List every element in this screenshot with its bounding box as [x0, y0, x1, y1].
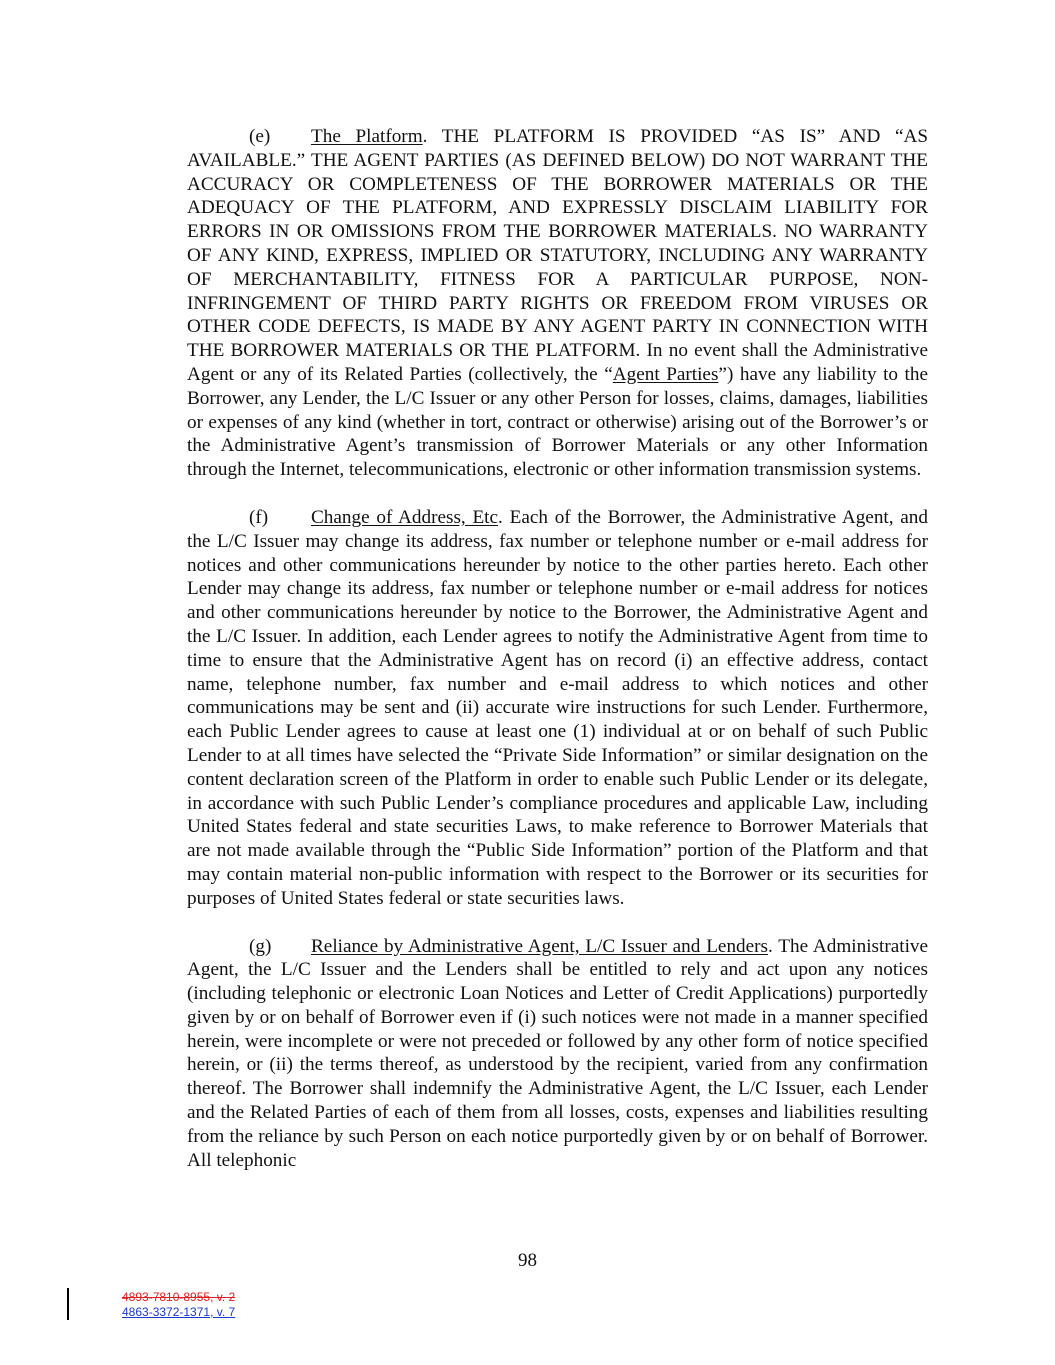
section-g-marker: (g) [249, 935, 272, 957]
section-e-paragraph [187, 125, 928, 482]
section-g-heading: Reliance by Administrative Agent, L/C Issuer and Lenders [311, 935, 769, 957]
section-g-paragraph [187, 935, 928, 1173]
document-body [187, 125, 928, 1172]
deleted-document-id: 4893-7810-8955, v. 2 [122, 1290, 236, 1304]
inserted-document-id: 4863-3372-1371, v. 7 [122, 1305, 236, 1319]
section-g-heading-period: . [768, 935, 773, 957]
section-e-heading-period: . [422, 126, 428, 147]
section-f-marker: (f) [249, 506, 269, 528]
section-f-heading-period: . [498, 506, 503, 528]
revision-change-bar [67, 1288, 69, 1320]
section-f-body: Each of the Borrower, the Administrative Agent, and the L/C Issuer may change its address, fax number or telephone number or e-mail address for notices and other communications hereunder by notice to the other parties hereto. Each other Lender may change its address, fax number or telephone number or e-mail address for notices and other communications hereunder by notice to the Borrower, the Administrative Agent and the L/C Issuer. In addition, each Lender agrees to notify the Administrative Agent from time to time to ensure that the Administrative Agent has on record (i) an effective address, contact name, telephone number, fax number and e-mail address to which notices and other communications may be sent and (ii) accurate wire instructions for such Lender. Furthermore, each Public Lender agrees to cause at least one (1) individual at or on behalf of such Public Lender to at all times have selected the “Private Side Information” or similar designation on the content declaration screen of the Platform in order to enable such Public Lender or its delegate, in accordance with such Public Lender’s compliance procedures and applicable Law, including United States federal and state securities Laws, to make reference to Borrower Materials that are not made available through the “Public Side Information” portion of the Platform and that may contain material non-public information with respect to the Borrower or its securities for purposes of United States federal or state securities laws. [187, 506, 928, 909]
section-e-marker: (e) [249, 126, 271, 147]
page-number: 98 [518, 1250, 537, 1271]
section-e-body-b: ”) have any liability to the Borrower, any Lender, the L/C Issuer or any other Person for losses, claims, damages, liabilities or expenses of any kind (whether in tort, contract or otherwise) arising out of the Borrower’s or the Administrative Agent’s transmission of Borrower Materials or any other Information through the Internet, telecommunications, electronic or other information transmission systems. [187, 363, 928, 481]
section-f-heading: Change of Address, Etc [311, 506, 499, 528]
section-e-heading: The Platform [311, 126, 423, 147]
section-e-body-a: THE PLATFORM IS PROVIDED “AS IS” AND “AS AVAILABLE.” THE AGENT PARTIES (AS DEFINED BELOW) DO NOT WARRANT THE ACCURACY OR COMPLETENESS OF THE BORROWER MATERIALS OR THE ADEQUACY OF THE PLATFORM, AND EXPRESSLY DISCLAIM LIABILITY FOR ERRORS IN OR OMISSIONS FROM THE BORROWER MATERIALS. NO WARRANTY OF ANY KIND, EXPRESS, IMPLIED OR STATUTORY, INCLUDING ANY WARRANTY OF MERCHANTABILITY, FITNESS FOR A PARTICULAR PURPOSE, NON-INFRINGEMENT OF THIRD PARTY RIGHTS OR FREEDOM FROM VIRUSES OR OTHER CODE DEFECTS, IS MADE BY ANY AGENT PARTY IN CONNECTION WITH THE BORROWER MATERIALS OR THE PLATFORM. In no event shall the Administrative Agent or any of its Related Parties (collectively, the “ [187, 126, 928, 385]
defined-term-agent-parties: Agent Parties [612, 363, 719, 385]
section-g-body: The Administrative Agent, the L/C Issuer and the Lenders shall be entitled to rely and act upon any notices (including telephonic or electronic Loan Notices and Letter of Credit Applications) purportedly given by or on behalf of Borrower even if (i) such notices were not made in a manner specified herein, were incomplete or were not preceded or followed by any other form of notice specified herein, or (ii) the terms thereof, as understood by the recipient, varied from any confirmation thereof. The Borrower shall indemnify the Administrative Agent, the L/C Issuer, each Lender and the Related Parties of each of them from all losses, costs, expenses and liabilities resulting from the reliance by such Person on each notice purportedly given by or on behalf of Borrower. All telephonic [187, 935, 929, 1171]
section-f-paragraph [187, 506, 928, 911]
